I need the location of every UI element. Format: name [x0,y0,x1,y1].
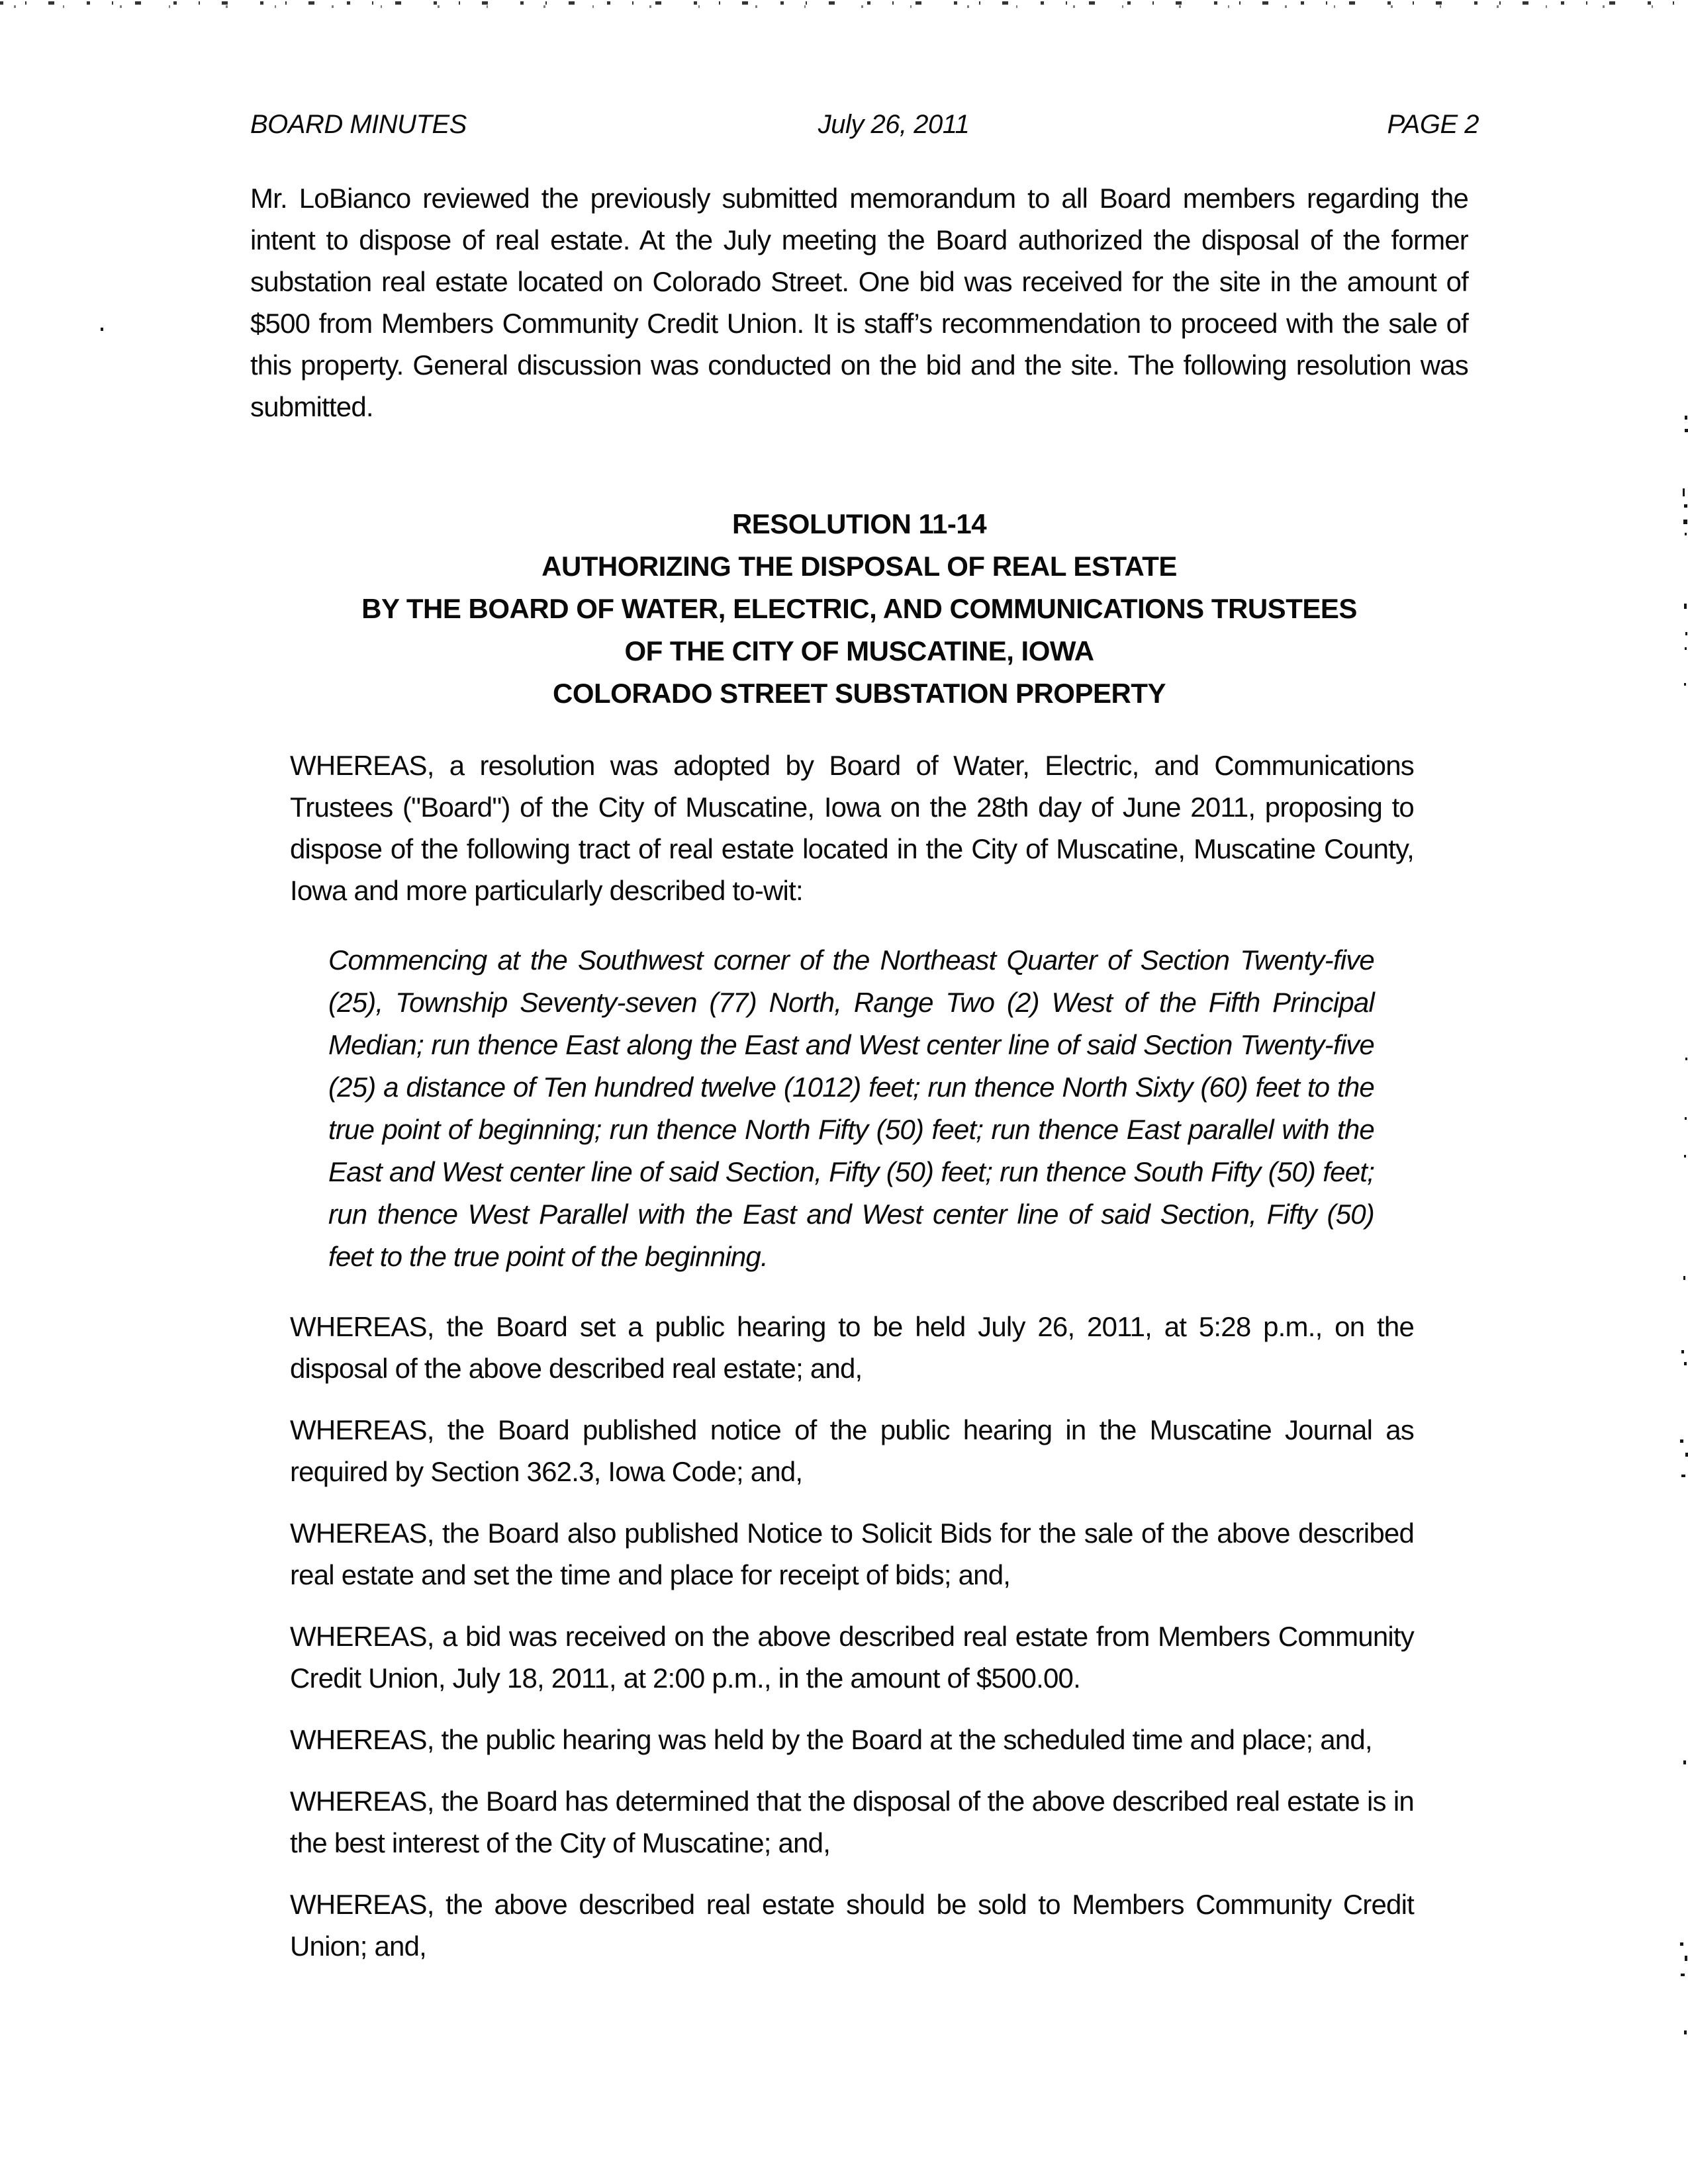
resolution-title-line: AUTHORIZING THE DISPOSAL OF REAL ESTATE [541,551,1177,582]
scan-artifact [1685,416,1687,420]
intro-paragraph: Mr. LoBianco reviewed the previously submitted memorandum to all Board members regarding the intent to dispose of real estate. At the July meeting the Board authorized the disposal of the former substation real estate located on Colorado Street. One bid was received for the site in the amount of $500 from Members Community Credit Union. It is staff’s recommendation to proceed with the sale of this property. General discussion was conducted on the bid and the site. The following resolution was submitted. [250,183,1468,422]
scan-artifact [1683,520,1687,524]
scan-noise-top [0,1,1688,5]
whereas-clause: WHEREAS, the Board has determined that the disposal of the above described real estate is in the best interest of the City of Muscatine; and, [290,1786,1414,1858]
resolution-title-line: COLORADO STREET SUBSTATION PROPERTY [553,678,1166,709]
scan-artifact [1685,632,1687,635]
scan-artifact [1684,2030,1687,2034]
scan-artifact [1680,1942,1683,1946]
resolution-title-line: RESOLUTION 11-14 [731,508,987,539]
scan-artifact [1683,1760,1686,1764]
scan-artifact [101,328,103,331]
scan-artifact [1684,1155,1686,1158]
scan-artifact [1685,647,1687,650]
scan-artifact [1681,1350,1684,1353]
resolution-title-line: OF THE CITY OF MUSCATINE, IOWA [624,635,1094,666]
scan-artifact [1684,604,1687,609]
header-page-number: PAGE 2 [1387,110,1479,139]
resolution-body [290,745,1414,1987]
scan-artifact [1685,1453,1688,1457]
whereas-clause: WHEREAS, the Board published notice of the public hearing in the Muscatine Journal as required by Section 362.3, Iowa Code; and, [290,1414,1414,1487]
resolution-title [250,503,1468,715]
whereas-clause: WHEREAS, the public hearing was held by the Board at the scheduled time and place; and, [290,1724,1372,1755]
whereas-clause: WHEREAS, the Board set a public hearing to be held July 26, 2011, at 5:28 p.m., on the disposal of the above described real estate; and, [290,1311,1414,1384]
scan-artifact [1685,1117,1687,1120]
whereas-clause: WHEREAS, the above described real estate should be sold to Members Community Credit Union; and, [290,1889,1414,1962]
page-header [250,110,1479,143]
whereas-clause: WHEREAS, the Board also published Notice to Solicit Bids for the sale of the above described real estate and set the time and place for receipt of bids; and, [290,1518,1414,1590]
scan-artifact [1684,504,1687,508]
header-doc-title: BOARD MINUTES [250,110,467,139]
scan-artifact [1683,1276,1685,1280]
whereas-clause: WHEREAS, a bid was received on the above described real estate from Members Community Credit Union, July 18, 2011, at 2:00 p.m., in the amount of $500.00. [290,1621,1414,1694]
scan-artifact [1684,1362,1687,1365]
scan-artifact [1685,533,1687,535]
scan-artifact [1685,429,1688,432]
scan-artifact [1681,1475,1685,1477]
scan-artifact [1685,1058,1687,1060]
header-date: July 26, 2011 [818,110,970,139]
scan-artifact [1685,1956,1687,1961]
scan-artifact [1683,488,1685,496]
legal-description: Commencing at the Southwest corner of the Northeast Quarter of Section Twenty-five (25), Township Seventy-seven (77) North, Range Two (2) West of the Fifth Principal Median; run thence East along the East and West center line of said Section Twenty-five (25) a distance of Ten hundred twelve (1012) feet; run thence North Sixty (60) feet to the true point of beginning; run thence North Fifty (50) feet; run thence East parallel with the East and West center line of said Section, Fifty (50) feet; run thence South Fifty (50) feet; run thence West Parallel with the East and West center line of said Section, Fifty (50) feet to the true point of the beginning. [328,944,1374,1272]
scan-artifact [1681,1974,1685,1976]
whereas-clause-intro: WHEREAS, a resolution was adopted by Board of Water, Electric, and Communications Trustees ("Board") of the City of Muscatine, Iowa on the 28th day of June 2011, proposing to dispose of the following tract of real estate located in the City of Muscatine, Muscatine County, Iowa and more particularly described to-wit: [290,750,1414,906]
scan-noise-top [0,5,1688,8]
scan-artifact [1680,1439,1683,1443]
resolution-title-line: BY THE BOARD OF WATER, ELECTRIC, AND COMMUNICATIONS TRUSTEES [361,593,1357,624]
scan-artifact [1684,683,1686,686]
